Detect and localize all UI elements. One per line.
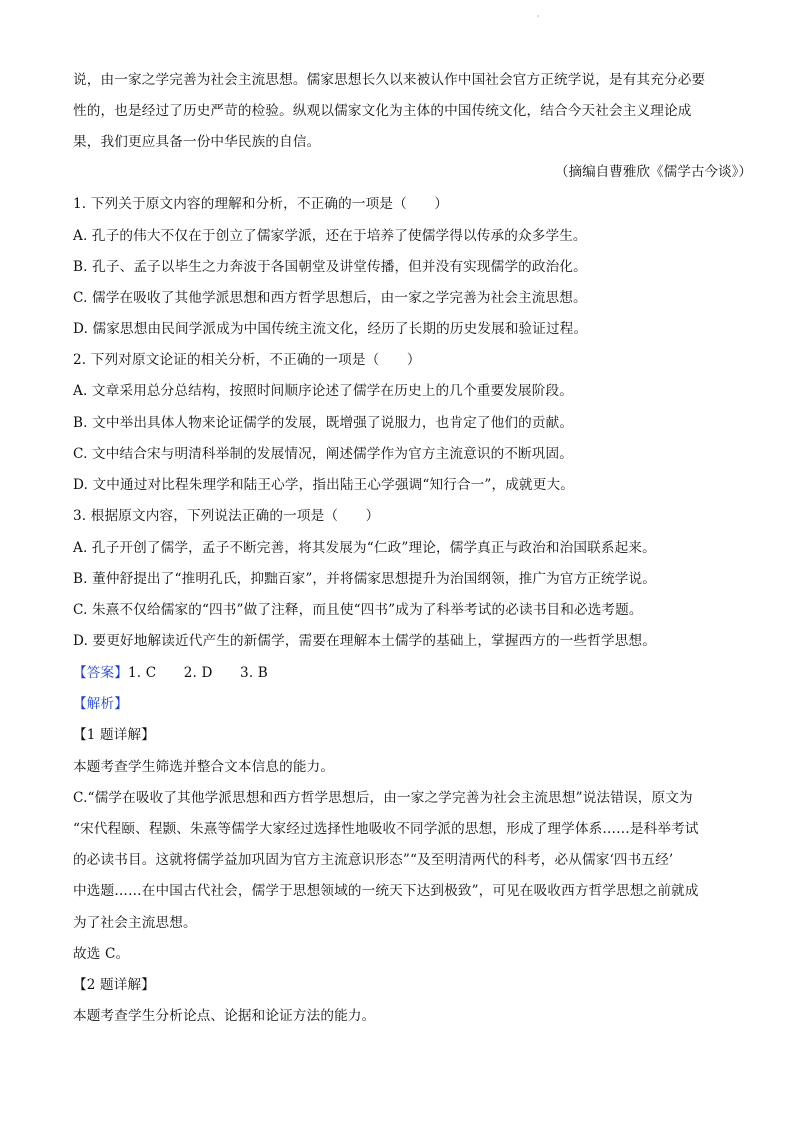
intro-line-2: 性的，也是经过了历史严苛的检验。纵观以儒家文化为主体的中国传统文化，结合今天社会主义理论成 <box>73 103 692 119</box>
question-2-option-d: D. 文中通过对比程朱理学和陆王心学，指出陆王心学强调“知行合一”，成就更大。 <box>73 477 574 493</box>
q1-detail-line-2: “宋代程颐、程颢、朱熹等儒学大家经过选择性地吸收不同学派的思想，形成了理学体系……是科举考试 <box>73 821 699 837</box>
question-3-option-a: A. 孔子开创了儒学，孟子不断完善，将其发展为“仁政”理论，儒学真正与政治和治国联系起来。 <box>73 540 656 556</box>
q1-detail-conclusion: 故选 C。 <box>73 946 130 962</box>
answer-text: 1. C 2. D 3. B <box>127 665 268 681</box>
question-2-option-c: C. 文中结合宋与明清科举制的发展情况，阐述儒学作为官方主流意识的不断巩固。 <box>73 446 574 462</box>
question-1-option-d: D. 儒家思想由民间学派成为中国传统主流文化，经历了长期的历史发展和验证过程。 <box>73 321 588 337</box>
q1-detail-intro: 本题考查学生筛选并整合文本信息的能力。 <box>73 759 335 775</box>
question-3-option-b: B. 董仲舒提出了“推明孔氏，抑黜百家”，并将儒家思想提升为治国纲领，推广为官方正统学说。 <box>73 571 657 587</box>
question-1-option-b: B. 孔子、孟子以毕生之力奔波于各国朝堂及讲堂传播，但并没有实现儒学的政治化。 <box>73 259 587 275</box>
question-1-option-a: A. 孔子的伟大不仅在于创立了儒家学派，还在于培养了使儒学得以传承的众多学生。 <box>73 228 587 244</box>
header-mark: ' <box>537 14 540 23</box>
q1-detail-line-1: C.“儒学在吸收了其他学派思想和西方哲学思想后，由一家之学完善为社会主流思想”说法错误，原文为 <box>73 790 693 806</box>
question-1-option-c: C. 儒学在吸收了其他学派思想和西方哲学思想后，由一家之学完善为社会主流思想。 <box>73 290 587 306</box>
question-3-option-c: C. 朱熹不仅给儒家的“四书”做了注释，而且使“四书”成为了科举考试的必读书目和必选考题。 <box>73 602 643 618</box>
q1-detail-line-4: 中选题……在中国古代社会，儒学于思想领域的一统天下达到极致”，可见在吸收西方哲学思想之前就成 <box>73 883 699 899</box>
answer-tag: 【答案】 <box>73 665 128 681</box>
question-1-stem: 1. 下列关于原文内容的理解和分析，不正确的一项是（ ） <box>73 196 449 212</box>
question-2-stem: 2. 下列对原文论证的相关分析，不正确的一项是（ ） <box>73 352 421 368</box>
q1-detail-title: 【1 题详解】 <box>73 727 155 743</box>
answer-line <box>73 661 268 681</box>
question-2-option-b: B. 文中举出具体人物来论证儒学的发展，既增强了说服力，也肯定了他们的贡献。 <box>73 415 574 431</box>
source-citation: （摘编自曹雅欣《儒学古今谈》） <box>554 164 752 180</box>
intro-line-1: 说，由一家之学完善为社会主流思想。儒家思想长久以来被认作中国社会官方正统学说，是有其充分必要 <box>73 72 706 88</box>
q2-detail-title: 【2 题详解】 <box>73 977 155 993</box>
q1-detail-line-5: 为了社会主流思想。 <box>73 915 197 931</box>
q2-detail-intro: 本题考查学生分析论点、论据和论证方法的能力。 <box>73 1008 376 1024</box>
question-3-stem: 3. 根据原文内容，下列说法正确的一项是（ ） <box>73 508 380 524</box>
question-2-option-a: A. 文章采用总分总结构，按照时间顺序论述了儒学在历史上的几个重要发展阶段。 <box>73 383 573 399</box>
analysis-tag: 【解析】 <box>73 696 128 712</box>
q1-detail-line-3: 的必读书目。这就将儒学益加巩固为官方主流意识形态”“及至明清两代的科考，必从儒家‘四书五经’ <box>73 852 674 868</box>
question-3-option-d: D. 要更好地解读近代产生的新儒学，需要在理解本土儒学的基础上，掌握西方的一些哲学思想。 <box>73 633 656 649</box>
intro-line-3: 果，我们更应具备一份中华民族的自信。 <box>73 134 321 150</box>
